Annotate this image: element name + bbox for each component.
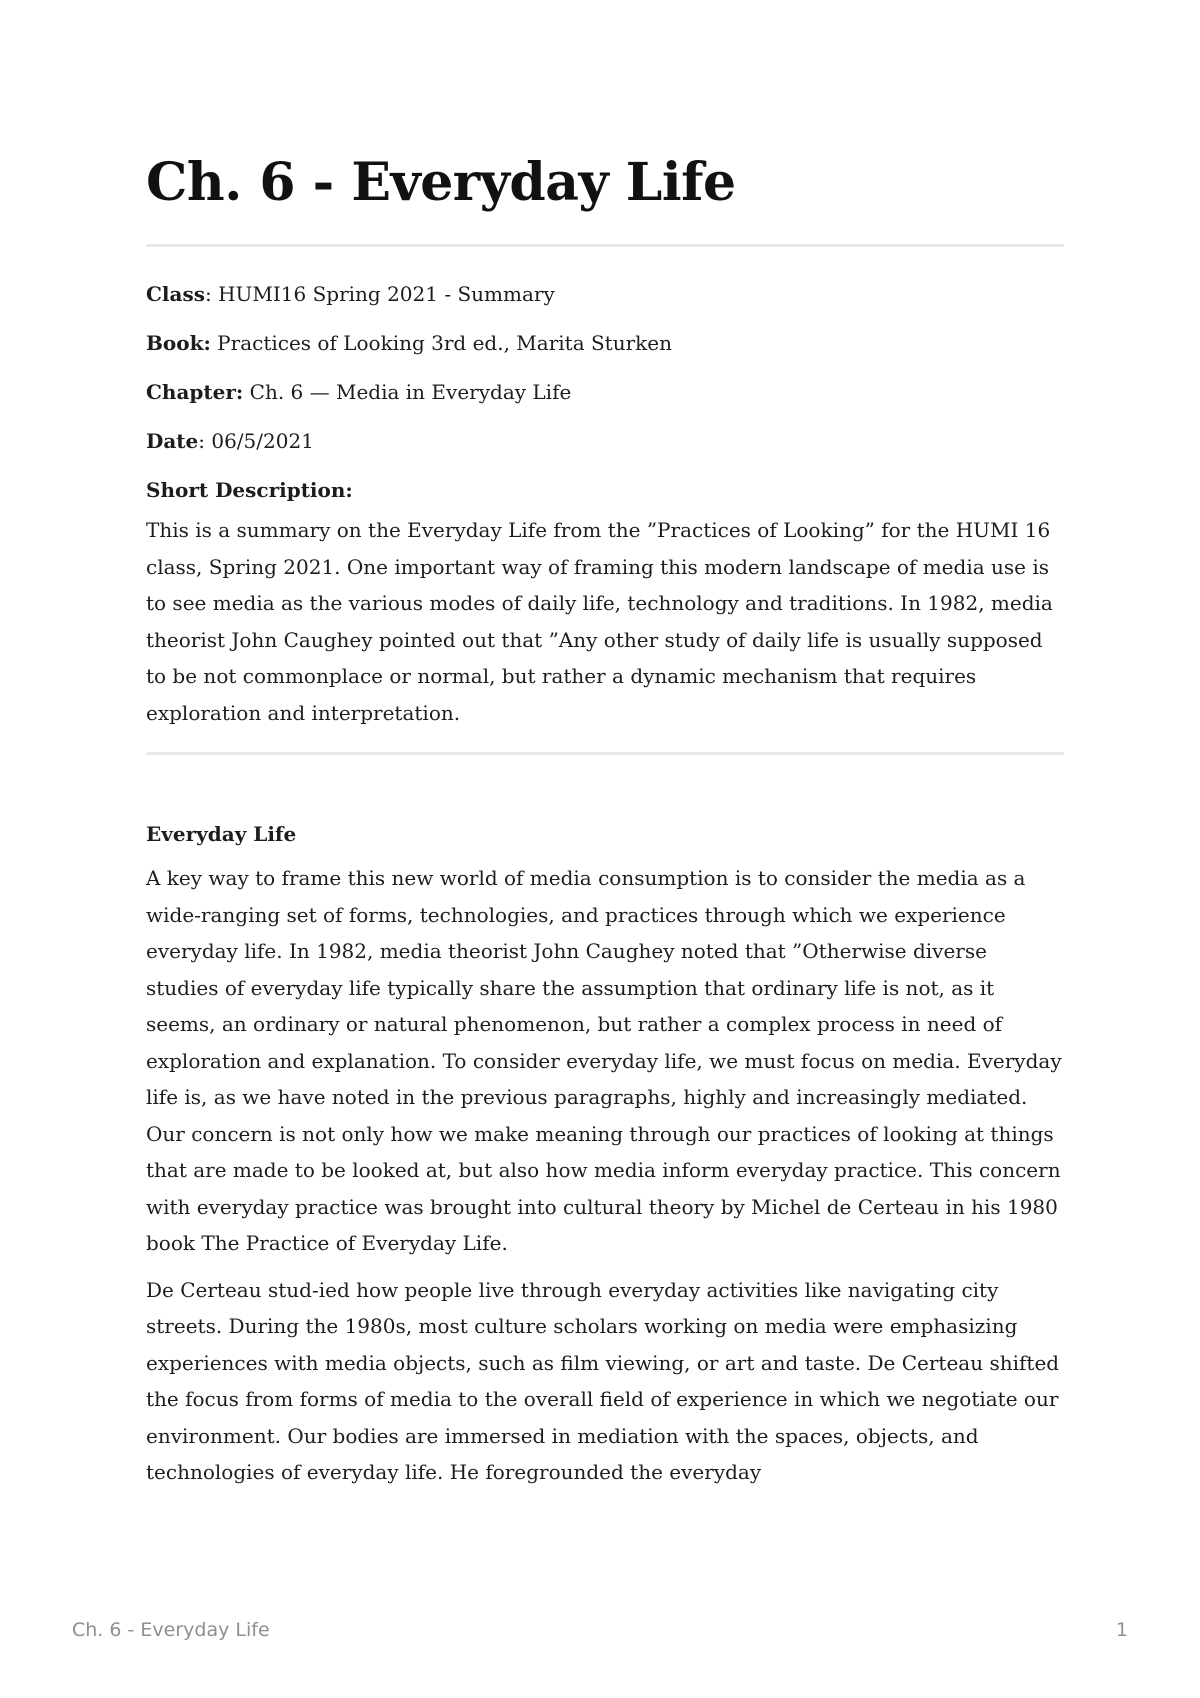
page-title: Ch. 6 - Everyday Life bbox=[146, 152, 736, 213]
date-label: Date bbox=[146, 429, 199, 453]
chapter-value: Ch. 6 — Media in Everyday Life bbox=[243, 380, 572, 404]
footer-page-number: 1 bbox=[1115, 1619, 1128, 1641]
section-heading: Everyday Life bbox=[146, 822, 297, 846]
class-line bbox=[146, 280, 1064, 308]
top-divider bbox=[146, 244, 1064, 247]
chapter-line bbox=[146, 378, 1064, 406]
footer-title: Ch. 6 - Everyday Life bbox=[72, 1619, 270, 1641]
date-value: : 06/5/2021 bbox=[198, 429, 314, 453]
book-label: Book: bbox=[146, 331, 211, 355]
date-line bbox=[146, 427, 1064, 455]
short-description-text: This is a summary on the Everyday Life from the ”Practices of Looking” for the HUMI 16 class, Spring 2021. One important way of framing this modern landscape of media use is to see media as the various modes of daily life, technology and traditions. In 1982, media theorist John Caughey pointed out that ”Any other study of daily life is usually supposed to be not commonplace or normal, but rather a dynamic mechanism that requires exploration and interpretation. bbox=[146, 518, 1053, 725]
short-description-label: Short Description: bbox=[146, 478, 353, 502]
section-paragraph: A key way to frame this new world of media consumption is to consider the media as a wide-ranging set of forms, technologies, and practices through which we experience everyday life. In 1982, media theorist John Caughey noted that ”Otherwise diverse studies of everyday life typically share the assumption that ordinary life is not, as it seems, an ordinary or natural phenomenon, but rather a complex process in need of exploration and explanation. To consider everyday life, we must focus on media. Everyday life is, as we have noted in the previous paragraphs, highly and increasingly mediated. Our concern is not only how we make meaning through our practices of looking at things that are made to be looked at, but also how media inform everyday practice. This concern with everyday practice was brought into cultural theory by Michel de Certeau in his 1980 book The Practice of Everyday Life. bbox=[146, 866, 1062, 1255]
chapter-label: Chapter: bbox=[146, 380, 244, 404]
bottom-divider bbox=[146, 752, 1064, 755]
book-value: Practices of Looking 3rd ed., Marita Sturken bbox=[210, 331, 672, 355]
section-paragraph: De Certeau stud-ied how people live through everyday activities like navigating city streets. During the 1980s, most culture scholars working on media were emphasizing experiences with media objects, such as film viewing, or art and taste. De Certeau shifted the focus from forms of media to the overall field of experience in which we negotiate our environment. Our bodies are immersed in mediation with the spaces, objects, and technologies of everyday life. He foregrounded the everyday bbox=[146, 1277, 1060, 1484]
everyday-life-section bbox=[146, 820, 1064, 1501]
page-footer bbox=[72, 1615, 1128, 1645]
metadata-block bbox=[146, 280, 1064, 731]
book-line bbox=[146, 329, 1064, 357]
class-label: Class bbox=[146, 282, 205, 306]
class-value: : HUMI16 Spring 2021 - Summary bbox=[205, 282, 555, 306]
